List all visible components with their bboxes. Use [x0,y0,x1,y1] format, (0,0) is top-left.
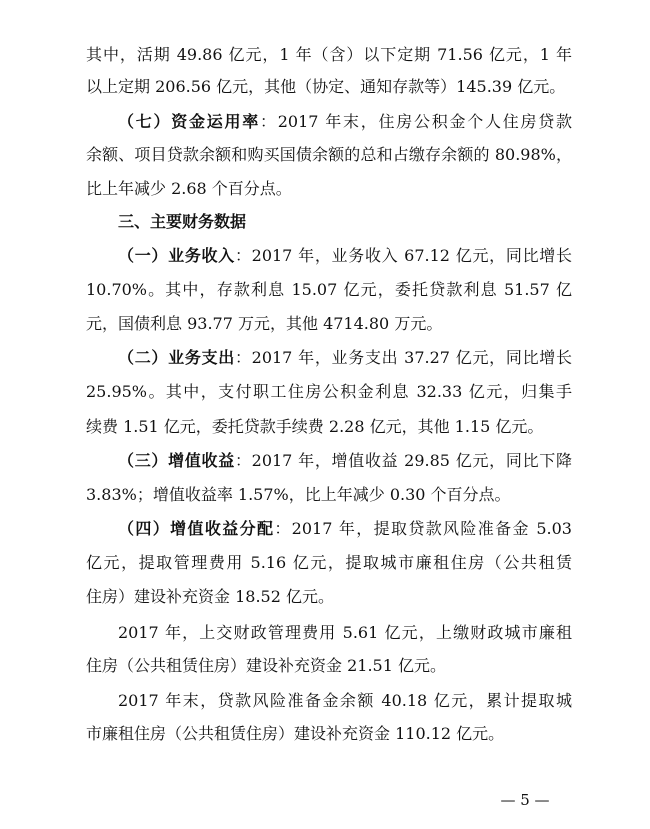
paragraph-6-line-2: 亿元，提取管理费用 5.16 亿元，提取城市廉租住房（公共租赁 [86,553,572,572]
paragraph-7-line-2: 住房（公共租赁住房）建设补充资金 21.51 亿元。 [86,656,446,675]
paragraph-2-line-2: 余额、项目贷款余额和购买国债余额的总和占缴存余额的 80.98%， [86,145,572,164]
paragraph-4-line-1-text: ：2017 年，业务支出 37.27 亿元，同比增长 [234,348,572,367]
paragraph-2-line-1-text: ：2017 年末，住房公积金个人住房贷款 [259,112,572,131]
paragraph-4-line-1 [118,347,572,369]
paragraph-5-line-1-text: ：2017 年，增值收益 29.85 亿元，同比下降 [234,451,572,470]
paragraph-3-line-1-text: ：2017 年，业务收入 67.12 亿元，同比增长 [234,246,572,265]
paragraph-5-line-2: 3.83%；增值收益率 1.57%，比上年减少 0.30 个百分点。 [86,485,511,504]
paragraph-6-line-1 [118,518,572,540]
paragraph-3-line-1 [118,245,572,267]
paragraph-7-line-1: 2017 年，上交财政管理费用 5.61 亿元，上缴财政城市廉租 [118,623,572,642]
paragraph-4-line-2: 25.95%。其中，支付职工住房公积金利息 32.33 亿元，归集手 [86,382,572,401]
section-label-2: （二）业务支出 [118,348,235,367]
paragraph-6-line-1-text: ：2017 年，提取贷款风险准备金 5.03 [274,519,572,538]
paragraph-6-line-3: 住房）建设补充资金 18.52 亿元。 [86,587,334,606]
page-number: — 5 — [500,791,550,809]
paragraph-5-line-1 [118,450,572,472]
paragraph-2-line-3: 比上年减少 2.68 个百分点。 [86,179,292,198]
paragraph-8-line-2: 市廉租住房（公共租赁住房）建设补充资金 110.12 亿元。 [86,724,505,743]
paragraph-4-line-3: 续费 1.51 亿元，委托贷款手续费 2.28 亿元，其他 1.15 亿元。 [86,417,544,436]
section-label-3: （三）增值收益 [118,451,235,470]
paragraph-8-line-1: 2017 年末，贷款风险准备金余额 40.18 亿元，累计提取城 [118,691,572,710]
paragraph-1-line-2: 以上定期 206.56 亿元，其他（协定、通知存款等）145.39 亿元。 [86,77,566,96]
section-label-1: （一）业务收入 [118,246,235,265]
paragraph-2-line-1 [118,111,572,133]
paragraph-1-line-1: 其中，活期 49.86 亿元，1 年（含）以下定期 71.56 亿元，1 年 [86,45,572,64]
paragraph-3-line-2: 10.70%。其中，存款利息 15.07 亿元，委托贷款利息 51.57 亿 [86,280,572,299]
section-label-7: （七）资金运用率 [118,112,260,131]
section-heading: 三、主要财务数据 [118,212,247,231]
section-label-4: （四）增值收益分配 [118,519,275,538]
paragraph-3-line-3: 元，国债利息 93.77 万元，其他 4714.80 万元。 [86,314,443,333]
